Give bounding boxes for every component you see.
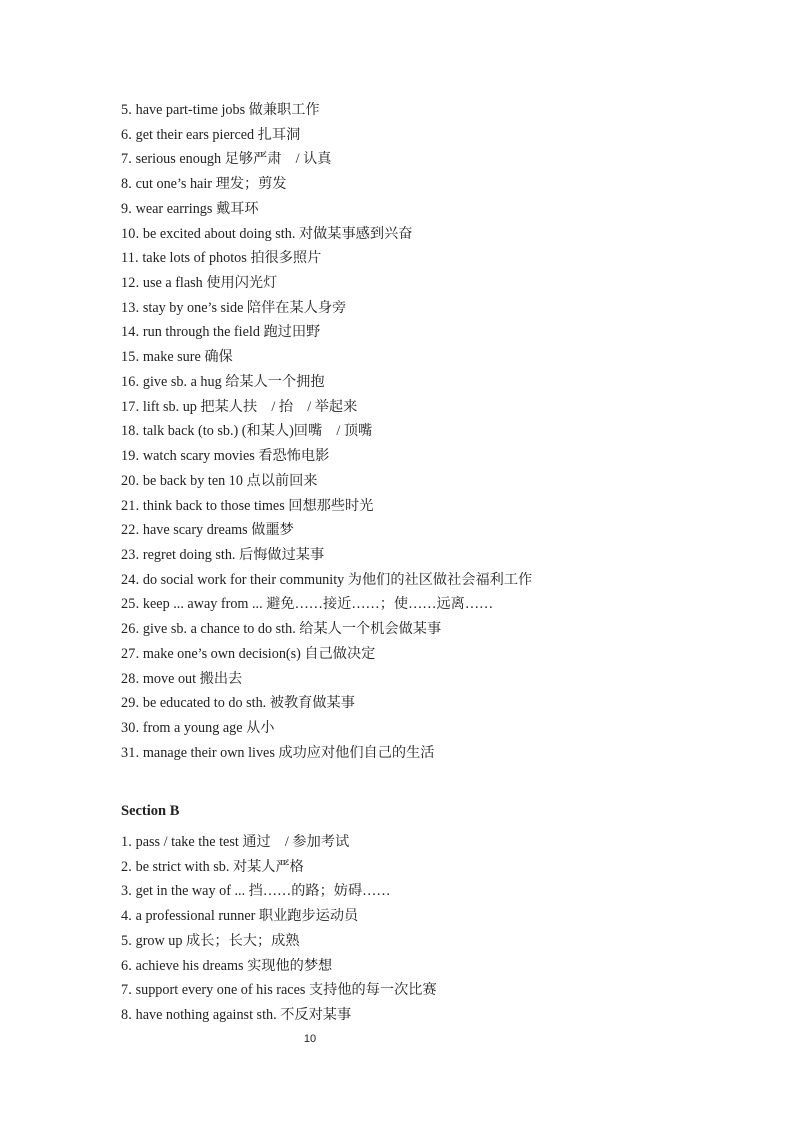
list-item — [121, 197, 532, 222]
item-number: 10. — [121, 225, 140, 242]
item-number: 13. — [121, 299, 140, 316]
item-number: 15. — [121, 349, 140, 366]
item-text: do social work for their community 为他们的社区做社会福利工作 — [142, 571, 533, 588]
item-text: be excited about doing sth. 对做某事感到兴奋 — [142, 225, 413, 242]
list-item — [121, 978, 437, 1003]
item-number: 12. — [121, 275, 140, 292]
item-number: 5. — [121, 932, 133, 949]
item-number: 16. — [121, 373, 140, 390]
list-item — [121, 494, 532, 519]
item-text: make one’s own decision(s) 自己做决定 — [142, 645, 376, 662]
item-number: 21. — [121, 497, 140, 514]
item-number: 14. — [121, 324, 140, 341]
item-text: get in the way of ... 挡……的路；妨碍…… — [135, 883, 391, 900]
item-number: 31. — [121, 744, 140, 761]
item-text: support every one of his races 支持他的每一次比赛 — [135, 982, 437, 999]
item-text: have nothing against sth. 不反对某事 — [135, 1007, 352, 1024]
item-text: serious enough 足够严肃 / 认真 — [135, 151, 332, 168]
item-number: 25. — [121, 596, 140, 613]
item-text: lift sb. up 把某人扶 / 抬 / 举起来 — [142, 398, 358, 415]
item-text: run through the field 跑过田野 — [142, 324, 321, 341]
item-text: stay by one’s side 陪伴在某人身旁 — [142, 299, 347, 316]
list-item — [121, 592, 532, 617]
item-number: 7. — [121, 982, 133, 999]
item-text: give sb. a chance to do sth. 给某人一个机会做某事 — [142, 621, 442, 638]
item-number: 6. — [121, 957, 133, 974]
item-text: pass / take the test 通过 / 参加考试 — [135, 834, 350, 850]
item-number: 8. — [121, 176, 133, 193]
item-number: 18. — [121, 423, 140, 440]
item-text: achieve his dreams 实现他的梦想 — [135, 957, 333, 974]
list-item — [121, 543, 532, 568]
list-item — [121, 1003, 437, 1028]
item-text: regret doing sth. 后悔做过某事 — [142, 546, 325, 563]
item-text: manage their own lives 成功应对他们自己的生活 — [142, 744, 435, 761]
item-number: 29. — [121, 695, 140, 712]
item-text: grow up 成长；长大；成熟 — [135, 932, 300, 949]
item-text: cut one’s hair 理发；剪发 — [135, 176, 287, 193]
item-number: 30. — [121, 719, 140, 736]
list-item — [121, 147, 532, 172]
list-item — [121, 419, 532, 444]
list-item — [121, 271, 532, 296]
list-item — [121, 345, 532, 370]
item-number: 24. — [121, 571, 140, 588]
list-item — [121, 691, 532, 716]
item-text: wear earrings 戴耳环 — [135, 200, 259, 217]
item-text: keep ... away from ... 避免……接近……；使……远离…… — [142, 596, 494, 613]
item-number: 26. — [121, 621, 140, 638]
item-number: 19. — [121, 448, 140, 465]
item-number: 23. — [121, 546, 140, 563]
list-item — [121, 667, 532, 692]
item-text: be strict with sb. 对某人严格 — [135, 858, 304, 875]
item-text: be back by ten 10 点以前回来 — [142, 472, 318, 489]
item-text: have part-time jobs 做兼职工作 — [135, 102, 320, 118]
phrase-list-section-b — [121, 830, 437, 1028]
list-item — [121, 518, 532, 543]
item-number: 9. — [121, 200, 133, 217]
item-number: 22. — [121, 522, 140, 539]
list-item — [121, 246, 532, 271]
list-item — [121, 741, 532, 766]
list-item — [121, 716, 532, 741]
list-item — [121, 98, 532, 123]
page-number: 10 — [303, 1033, 317, 1045]
item-number: 28. — [121, 670, 140, 687]
list-item — [121, 929, 437, 954]
item-number: 27. — [121, 645, 140, 662]
phrase-list-section-a — [121, 98, 532, 765]
item-text: have scary dreams 做噩梦 — [142, 522, 294, 539]
item-text: move out 搬出去 — [142, 670, 243, 687]
section-b-heading: Section B — [121, 803, 180, 819]
item-text: take lots of photos 拍很多照片 — [142, 250, 322, 267]
item-number: 4. — [121, 908, 133, 925]
item-number: 5. — [121, 102, 133, 118]
item-text: watch scary movies 看恐怖电影 — [142, 448, 330, 465]
item-number: 1. — [121, 834, 133, 850]
item-text: make sure 确保 — [142, 349, 233, 366]
item-text: give sb. a hug 给某人一个拥抱 — [142, 373, 325, 390]
list-item — [121, 568, 532, 593]
item-number: 8. — [121, 1007, 133, 1024]
item-number: 2. — [121, 858, 133, 875]
item-text: be educated to do sth. 被教育做某事 — [142, 695, 355, 712]
list-item — [121, 617, 532, 642]
list-item — [121, 879, 437, 904]
item-text: a professional runner 职业跑步运动员 — [135, 908, 359, 925]
item-number: 3. — [121, 883, 133, 900]
item-number: 7. — [121, 151, 133, 168]
list-item — [121, 395, 532, 420]
list-item — [121, 320, 532, 345]
list-item — [121, 123, 532, 148]
list-item — [121, 222, 532, 247]
list-item — [121, 954, 437, 979]
list-item — [121, 444, 532, 469]
item-text: get their ears pierced 扎耳洞 — [135, 126, 301, 143]
list-item — [121, 469, 532, 494]
list-item — [121, 830, 437, 855]
item-number: 6. — [121, 126, 133, 143]
item-number: 17. — [121, 398, 140, 415]
item-number: 11. — [121, 250, 139, 267]
item-text: from a young age 从小 — [142, 719, 275, 736]
item-number: 20. — [121, 472, 140, 489]
item-text: think back to those times 回想那些时光 — [142, 497, 374, 514]
item-text: talk back (to sb.) (和某人)回嘴 / 顶嘴 — [142, 423, 373, 440]
list-item — [121, 172, 532, 197]
list-item — [121, 370, 532, 395]
list-item — [121, 855, 437, 880]
list-item — [121, 904, 437, 929]
item-text: use a flash 使用闪光灯 — [142, 275, 278, 292]
list-item — [121, 642, 532, 667]
list-item — [121, 296, 532, 321]
